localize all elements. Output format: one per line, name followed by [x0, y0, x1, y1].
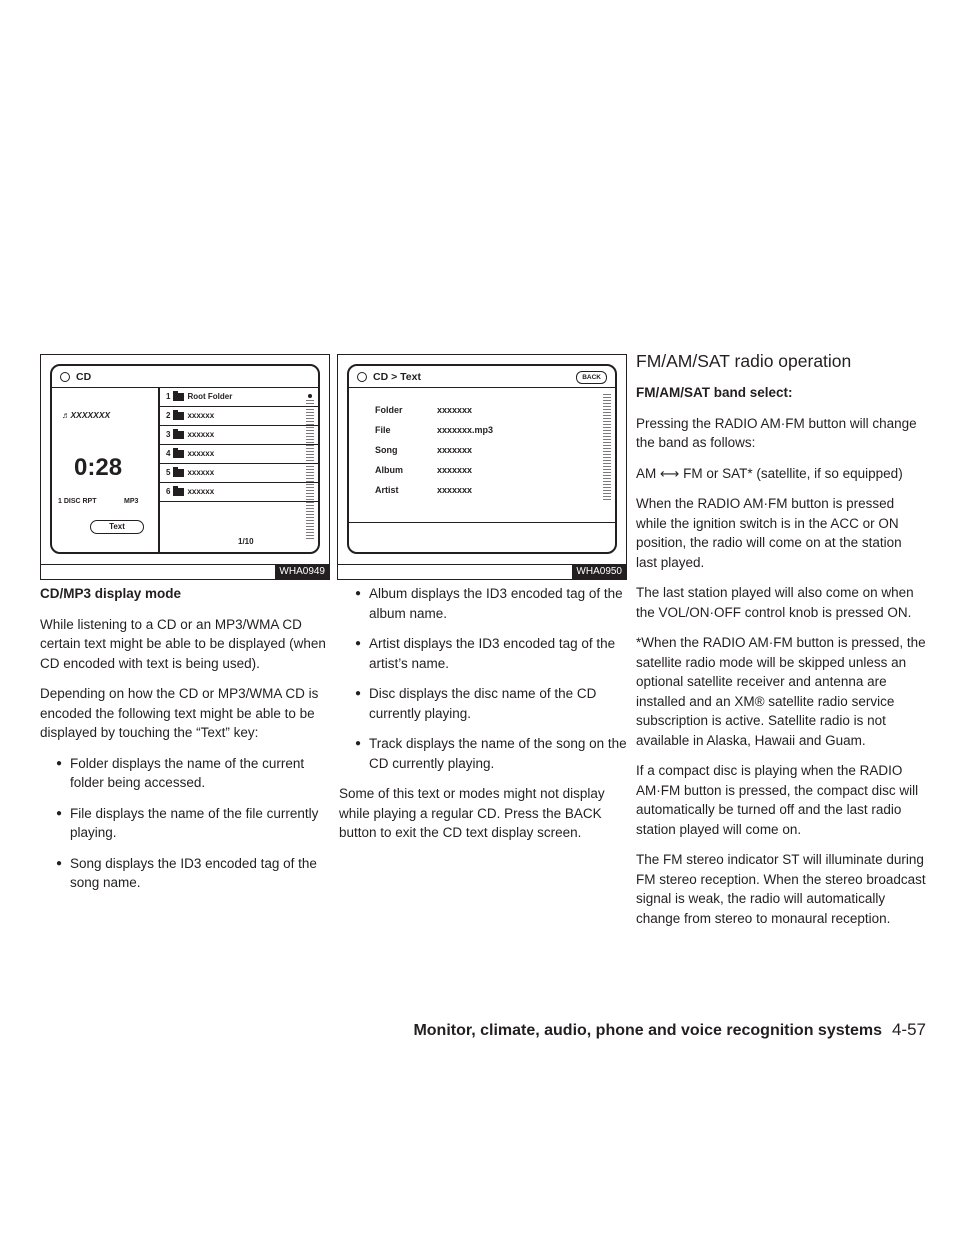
page-indicator: 1/10 — [238, 537, 254, 546]
screen-header — [349, 366, 615, 388]
circle-icon — [357, 372, 367, 382]
table-row: Folder xxxxxxx — [375, 405, 473, 415]
list-item[interactable]: 5 xxxxxx — [160, 464, 318, 483]
table-row: Artist xxxxxxx — [375, 485, 473, 495]
track-name: ♬XXXXXXX — [62, 410, 111, 420]
column-2 — [339, 584, 627, 854]
folder-icon — [173, 488, 184, 496]
list-item: ● Song displays the ID3 encoded tag of the song name. — [40, 854, 328, 893]
divider — [349, 522, 615, 523]
column-1 — [40, 584, 328, 904]
paragraph: Some of this text or modes might not display while playing a regular CD. Press the BACK button to exit the CD text display screen. — [339, 786, 605, 840]
circle-icon — [60, 372, 70, 382]
paragraph: If a compact disc is playing when the RADIO AM·FM button is pressed, the compact disc will automatically be turned off and the last radio station played will come on. — [636, 763, 919, 837]
cd-text-table — [375, 400, 527, 500]
screen-title: CD > Text — [373, 370, 421, 383]
folder-icon — [173, 412, 184, 420]
section-heading: CD/MP3 display mode — [40, 586, 182, 601]
cd-text-screen — [347, 364, 617, 554]
scrollbar[interactable] — [306, 400, 314, 540]
scroll-dot-icon — [308, 394, 312, 398]
page-footer — [410, 1020, 926, 1040]
back-button[interactable]: BACK — [576, 371, 607, 384]
list-item: ● Disc displays the disc name of the CD currently playing. — [339, 684, 627, 723]
paragraph: The last station played will also come on when the VOL/ON·OFF control knob is pressed ON. — [636, 585, 914, 620]
screen-title: CD — [76, 370, 92, 383]
column-3 — [636, 350, 926, 939]
paragraph: The FM stereo indicator ST will illuminate during FM stereo reception. When the stereo broadcast signal is weak, the radio will automatically change from stereo to monaural reception. — [636, 852, 926, 926]
list-item[interactable]: 4 xxxxxx — [160, 445, 318, 464]
cd-screen — [50, 364, 320, 554]
list-item[interactable]: 1 Root Folder — [160, 388, 318, 407]
now-playing-panel — [52, 388, 154, 552]
format-label: MP3 — [124, 498, 139, 505]
page-number: 4-57 — [891, 1020, 926, 1039]
band-sequence: AM ⟷ FM or SAT* (satellite, if so equipped) — [636, 465, 903, 481]
list-item[interactable]: 6 xxxxxx — [160, 483, 318, 502]
paragraph: While listening to a CD or an MP3/WMA CD certain text might be able to be displayed (when CD encoded with text is being used). — [40, 616, 326, 671]
section-title: FM/AM/SAT radio operation — [636, 351, 852, 371]
folder-icon — [173, 431, 184, 439]
disc-repeat-status: 1 DISC RPT — [58, 498, 97, 505]
list-item: ● Album displays the ID3 encoded tag of the album name. — [339, 584, 627, 623]
folder-list — [158, 388, 318, 552]
bullet-list — [339, 584, 627, 773]
paragraph: *When the RADIO AM·FM button is pressed, the satellite radio mode will be skipped unless an optional satellite receiver and antenna are installed and an XM® satellite radio service subscription is active. Satellite radio is not available in Alaska, Hawaii and Guam. — [636, 635, 926, 748]
list-item: ● Folder displays the name of the current folder being accessed. — [40, 754, 328, 793]
table-row: File xxxxxxx.mp3 — [375, 425, 494, 435]
figure-code: WHA0949 — [275, 565, 329, 579]
figure-cd-mp3-display — [40, 354, 330, 580]
list-item[interactable]: 2 xxxxxx — [160, 407, 318, 426]
screen-header — [52, 366, 318, 388]
figure-cd-text-display — [337, 354, 627, 580]
scrollbar[interactable] — [603, 394, 611, 502]
paragraph: When the RADIO AM·FM button is pressed while the ignition switch is in the ACC or ON position, the radio will come on at the station last played. — [636, 496, 902, 570]
text-key-button[interactable]: Text — [90, 520, 144, 534]
play-time: 0:28 — [74, 454, 123, 481]
figure-code: WHA0950 — [572, 565, 626, 579]
paragraph: Depending on how the CD or MP3/WMA CD is encoded the following text might be able to be displayed by touching the “Text” key: — [40, 686, 319, 740]
folder-icon — [173, 450, 184, 458]
table-row: Song xxxxxxx — [375, 445, 473, 455]
footer-section-title: Monitor, climate, audio, phone and voice recognition systems — [413, 1022, 882, 1039]
table-row: Album xxxxxxx — [375, 465, 473, 475]
paragraph: Pressing the RADIO AM·FM button will change the band as follows: — [636, 415, 917, 450]
folder-icon — [173, 469, 184, 477]
list-item[interactable]: 3 xxxxxx — [160, 426, 318, 445]
list-item: ● File displays the name of the file currently playing. — [40, 804, 328, 843]
subheading: FM/AM/SAT band select: — [636, 385, 793, 400]
bullet-list — [40, 754, 328, 893]
list-item: ● Track displays the name of the song on the CD currently playing. — [339, 734, 627, 773]
folder-icon — [173, 393, 184, 401]
list-item: ● Artist displays the ID3 encoded tag of the artist’s name. — [339, 634, 627, 673]
